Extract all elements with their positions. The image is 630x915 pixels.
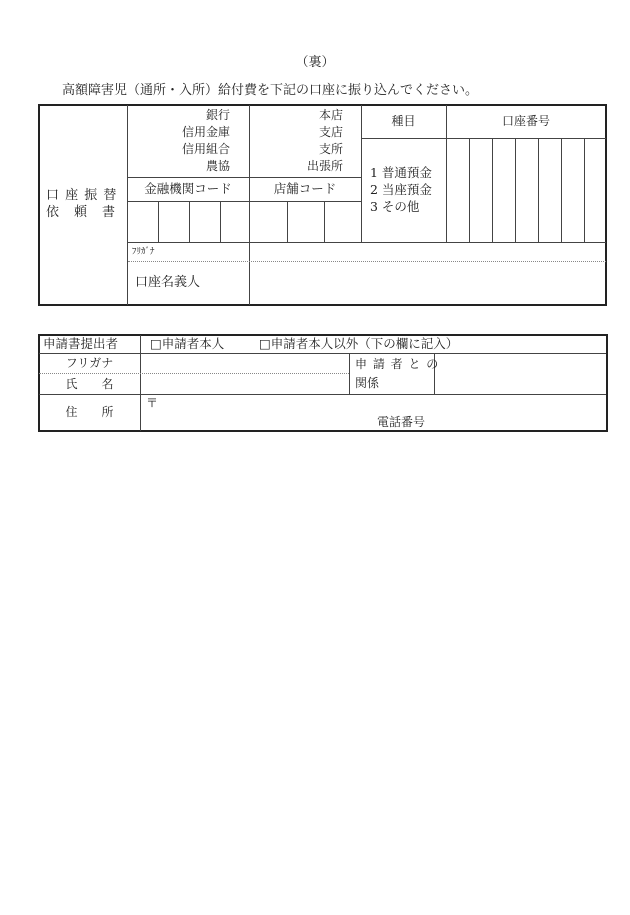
- relation-label-1: 申 請 者 と の: [355, 357, 440, 371]
- submitter-name-field[interactable]: [141, 374, 349, 394]
- branch-type-office: 出張所: [306, 159, 343, 173]
- account-number-digit-2[interactable]: [470, 139, 492, 242]
- account-number-digit-4[interactable]: [516, 139, 538, 242]
- submitter-label: 申請書提出者: [43, 336, 119, 351]
- account-type-ordinary: 1 普通預金: [370, 165, 432, 180]
- account-type-other: 3 その他: [370, 199, 420, 214]
- institution-type-nokyo: 農協: [205, 159, 230, 173]
- page-side-label: （裏）: [295, 55, 335, 70]
- account-holder-label: 口座名義人: [135, 275, 201, 290]
- phone-label: 電話番号: [377, 415, 426, 429]
- institution-code-digit-1[interactable]: [128, 202, 158, 242]
- option-applicant-self[interactable]: □申請者本人: [150, 336, 225, 351]
- account-number-digit-3[interactable]: [493, 139, 515, 242]
- account-number-digit-5[interactable]: [539, 139, 561, 242]
- address-field[interactable]: [160, 395, 606, 413]
- branch-code-digit-3[interactable]: [325, 202, 361, 242]
- phone-field[interactable]: [432, 413, 606, 431]
- holder-furigana-field[interactable]: [250, 243, 606, 261]
- account-number-digit-1[interactable]: [447, 139, 469, 242]
- institution-code-digit-3[interactable]: [190, 202, 220, 242]
- account-number-digit-6[interactable]: [562, 139, 584, 242]
- institution-code-digit-2[interactable]: [159, 202, 189, 242]
- postal-mark-icon: 〒: [146, 396, 159, 410]
- relation-field[interactable]: [435, 354, 606, 394]
- address-label: 住 所: [65, 405, 114, 419]
- account-type-checking: 2 当座預金: [370, 182, 432, 197]
- institution-type-shinkumi: 信用組合: [181, 142, 230, 156]
- branch-code-digit-1[interactable]: [250, 202, 287, 242]
- holder-furigana-label: ﾌﾘｶﾞﾅ: [132, 247, 155, 257]
- submitter-name-label: 氏 名: [65, 377, 114, 391]
- branch-type-sub-branch: 支所: [318, 142, 343, 156]
- transfer-request-label-2: 依 頼 書: [46, 205, 117, 220]
- submitter-furigana-field[interactable]: [141, 354, 349, 373]
- divider: [127, 177, 361, 178]
- branch-code-label: 店舗コード: [273, 181, 337, 196]
- submitter-furigana-label: フリガナ: [65, 356, 114, 370]
- relation-label-2: 関係: [355, 376, 380, 390]
- account-type-header: 種目: [391, 114, 416, 128]
- account-number-digit-7[interactable]: [585, 139, 606, 242]
- institution-type-bank: 銀行: [205, 108, 230, 122]
- instruction-text: 高額障害児（通所・入所）給付費を下記の口座に振り込んでください。: [62, 83, 479, 98]
- transfer-request-label-1: 口 座 振 替: [46, 188, 118, 203]
- branch-type-main: 本店: [318, 108, 343, 122]
- institution-code-label: 金融機関コード: [144, 181, 232, 196]
- account-number-header: 口座番号: [501, 114, 550, 128]
- account-holder-field[interactable]: [250, 262, 606, 304]
- divider: [349, 353, 350, 394]
- branch-type-branch: 支店: [318, 125, 343, 139]
- option-applicant-other[interactable]: □申請者本人以外（下の欄に記入）: [259, 336, 459, 351]
- institution-type-shinkin: 信用金庫: [181, 125, 230, 139]
- branch-code-digit-2[interactable]: [288, 202, 324, 242]
- institution-code-digit-4[interactable]: [221, 202, 249, 242]
